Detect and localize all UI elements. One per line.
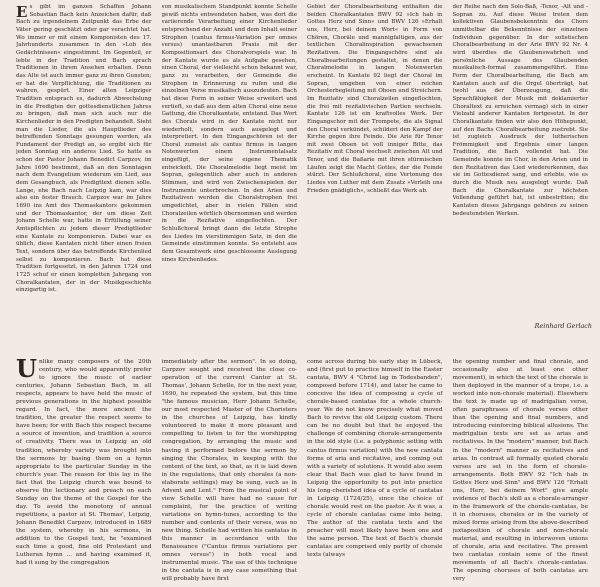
english-column-2 xyxy=(162,358,298,584)
english-column-1 xyxy=(16,358,152,584)
german-column-4 xyxy=(453,4,589,340)
german-text-4: der Reihe nach den Solo-Baß, -Tenor, -Alt und -Sopran zu. Auf diese Weise treten dem kollektiven Glaubensbekenntnis des Chors unmittelbar die Bekenntnisse der einzelnen Individuen gegenüber. In der solistischen Choralbearbeitung in der Arie BWV 92 Nr. 4 wird überdies die Glaubenswahrheit und persönliche Aussage des Glaubenden musikalisch-formal zusammengeführt. Eine Form der Choralbearbeitung, die Bach am Kantaten auch auf die Orgel überträgt, hat (wohl aus der Überzeugung, daß die Sprachfähigkeit der Musik mit deklamierter Choraltext zu erreichen vermag) sich in einer Vielzahl anderer Kantaten fortgesetzt. In der Choralkantate finden wir also den Höhepunkt, auf den Bachs Choralbearbeitung zustrebt. Sie ist zugleich Ausdruck der lutherischen Frömmigkeit und Ergebnis einer langen Tradition, die Bach vollendet hat. Die Gemeinde konnte im Chor, in den Arien und in den Rezitativen das Lied wiedererkennen, das sie im Gottesdienst sang, und erlebte, wie es durch die Musik neu ausgelegt wurde. Daß Bach die Choralkantate zur höchsten Vollendung geführt hat, ist unbestritten; die Kantaten dieses Jahrgangs gehören zu seinen bedeutendsten Werken. xyxy=(452,4,588,217)
german-essay xyxy=(16,4,588,340)
german-column-3 xyxy=(307,4,443,340)
german-text-1: s gibt im ganzen Schaffen Johann Sebastian Bach kein Anzeichen dafür, daß Bach zu irgendeinem Zeitpunkt das Erbe der Väter gering geschätzt oder gar verachtet hat. Wo immer er mit einem Komponisten des 17. Jahrhunderts zusammen in den »Lob des Gedächtnissen« eingestimmt. Im Gegenteil, er lebte in der Tradition und Bach sprach Traditionen in ihrem Ansehen erhalten. Denn das Alte ist auch immer ganz zu ihren Gunsten; er hat die Verpflichtung, die Traditionen zu wahren, gespürt. Einer alten Leipziger Tradition entsprach es, dadurch Abwechslung in die Predigten der gottesdienstlichen Jahres zu bringen, daß man sich auch nur die Kirchenlieder in den Predigten behandelt. Sieht man die Lieder, die als Hauptlieder des betreffenden Sonntags gesungen werden, als Fundament der Predigt an, so ergibt sich für jeden Sonntag ein anderes Lied. So hatte es schon der Pastor Johann Benedict Carpzov, im Jahre 1690 bestimmt, daß an den Sonntagen nach dem Evangelium wiederum ein Lied, aus dem Gesangbuch, als Predigttext dienen solle. Lange, ehe Bach nach Leipzig kam, war dies also ein fester Brauch. Carpzov war im Jahre 1690 ins Amt des Thomaskantors gekommen und der Thomaskantor, der um diese Zeit Johann Schelle war, hatte in Erfüllung seiner Amtspflichten zu jedem dieser Predigtlieder eine Kantate zu komponieren. Dabei war es üblich, diese Kantaten nicht über einen freien Text, sondern über das betreffende Kirchenlied selbst zu komponieren. Bach hat diese Tradition fortgesetzt, in den Jahren 1724 und 1725 schuf er einen kompletten Jahrgang von Choralkantaten, der in der Musikgeschichte einzigartig ist. xyxy=(16,4,152,294)
english-column-3 xyxy=(307,358,443,584)
german-text-2: von musikalischem Standpunkt konnte Schelle gewiß nichts entwendeten haben, was dort die variierende Verarbeitung einer Kirchenlieder entsprechend der Anzahl und dem Inhalt seiner Strophen (cantus firmus-Variation per omnes versus) unantastbaren Praxis mit der Kompositionsart des Choralvorspiels war. In der Kantate wurde es als Aufgabe gesehen, einen Choral, der vielleicht schon bekannt war, ganz zu verarbeiten, der Gemeinde die Strophen in Erinnerung zu rufen und die einzelnen Verse musikalisch auszudeuten. Bach hat diese Form in seiner Weise erweitert und vertieft, so daß aus dem alten Choral eine neue Gattung, die Choralkantate, entstand. Das Wort des Chorals wird in der Kantate nicht nur wiederholt, sondern auch ausgelegt und interpretiert. In den Eingangschören ist der Choral zumeist als cantus firmus in langen Notenwerten einem Instrumentalsatz eingefügt, der seine eigene Thematik entwickelt. Die Choralmelodie liegt meist im Sopran, gelegentlich aber auch in anderen Stimmen, und wird von Zwischenspielen der Instrumente unterbrochen. In den Arien und Rezitativen werden die Choralstrophen frei umgedichtet, aber in vielen Fällen sind Choralzeilen wörtlich übernommen und werden in die Rezitative eingeflochten. Der Schlußchoral bringt dann die letzte Strophe des Liedes im vierstimmigen Satz, in den die Gemeinde einstimmen konnte. So entsteht aus dem Gesamtwerk eine geschlossene Auslegung eines Kirchenliedes. xyxy=(161,4,297,263)
german-text-3: Gebiet der Choralbearbeitung enthalten die beiden Choralkantaten BWV 92 »Ich hab in Gottes Herz und Sinn« und BWV 126 »Erhalt uns, Herr, bei deinem Wort« in Form von Chören, Choräle und mannigfaltigen, aus der textlichen Choralinspiration gewachsenen Rezitativen. Die Eingangschöre sind als Choralbearbeitungen gestaltet, in denen die Choralmelodie in langen Notenwerten erscheint. In Kantate 92 liegt der Choral im Sopran, umgeben von einer reichen Orchesterbegleitung mit Oboen und Streichern. Im Rezitativ sind Choralzeilen eingeflochten, die frei mit rezitativischen Partien wechseln. Kantate 126 ist ein kraftvolles Werk. Der Eingangschor mit der Trompete, die als Signal den Choral verkündet, schildert den Kampf der Kirche gegen ihre Feinde. Die Arie für Tenor mit zwei Oboen ist voll inniger Bitte, das Rezitativ mit Choral wechselt zwischen Alt und Tenor, und die Baßarie mit ihren stürmischen Läufen zeigt die Macht Gottes, der die Feinde stürzt. Der Schlußchoral, eine Vertonung des Liedes von Luther mit dem Zusatz »Verleih uns Frieden gnädiglich«, schließt das Werk ab. xyxy=(307,4,443,194)
german-column-1 xyxy=(16,4,152,340)
english-column-4 xyxy=(453,358,589,584)
english-text-4: the opening number and final chorale, and occasionally also at least one other movement), in which the text of the chorale is then deployed in the manner of a trope, i.e. a worked into non-chorale material). Elsewhere the text is made up of madrigalian verse, often paraphrases of chorale verses other than the opening and final numbers, and introducing reinforcing biblical allusions. The madrigalian texts are set as arias and recitatives. In the "modern" manner, but Bach in the "modern" manner as recitatives and arias. In contrast all formally quoted chorale verses are set in the form of chorale-arrangements. Both BWV 92 "Ich hab in Gottes Herz und Sinn" and BWV 126 "Erhalt uns, Herr, bei deinem Wort" give ample evidence of Bach's skill as a chorale-arranger in the framework of the chorale-cantatas, be it in choruses, chorales or in the variety of mixed forms arising from the above-described juxtaposition of chorale and non-chorale material, and resulting in interwoven unions of chorale, aria and recitative. The present two cantatas contain some of the finest movements of all Bach's chorale-cantatas. The opening choruses of both cantatas are very xyxy=(452,359,588,583)
author-signature: Reinhard Gerlach xyxy=(534,322,592,330)
german-column-2 xyxy=(162,4,298,340)
english-text-1: nlike many composers of the 20th century, who would apparently prefer to ignore the music of earlier centuries, Johann Sebastian Bach, in all respects, appears to have held the music of previous generations in the highest possible regard. In fact, the more ancient the tradition, the greater the respect seems to have been; for with Bach this respect became a source of invention, and tradition a source of creativity. There was in Leipzig an old tradition, whereby variety was brought into the sermons by basing them on a hymn appropriate to the particular Sunday in the church's year. The reason for this lay in the fact that the Leipzig church was bound to observe the lectionary and preach on each Sunday on the theme of the Gospel for the day. To avoid the monotony of annual repetitions, a pastor at St. Thomas', Leipzig, Johann Benedikt Carpzov, introduced in 1689 the system, whereby in his sermons, in addition to the Gospel text, he "examined each time a good, fine old Protestant and Lutheran hymn ... and having examined it, had it sung by the congregation xyxy=(16,359,152,567)
english-text-2: immediately after the sermon". In so doing, Carpzov sought and received the close co-operation of the current Cantor at St. Thomas', Johann Schelle, for in the next year, 1690, he repeated the system, but this time "the famous musician, Herr Johann Schelle, our most respected Master of the Choristers in the churches of Leipzig, has kindly volunteered to make it more pleasant and compelling to listen to for the worshipping congregation, by arranging the music and having it performed before the sermon by singing the Chorales, in keeping with the content of the text, so that, as it is laid down in the regulations, that only chorales (a non-elaborate settings) may be sung, such as in Advent and Lent." From the musical point of view Schelle will have had no cause for complaint, for the practice of writing variations on hymn-tunes, according to the number and contents of their verses, was no new thing. Schelle had written his cantatas in this manner in accordance with the Renaissance ("Cantus firmus variations per omnes versus") in both vocal and instrumental music. The use of this technique in the cantata is in any case something that will probably have first xyxy=(161,359,297,583)
english-dropcap: U xyxy=(16,358,37,383)
english-essay xyxy=(16,358,588,584)
german-dropcap: E xyxy=(16,4,28,21)
english-text-3: come across during his early stay in Lübeck, and (first put to practice himself in the Easter cantata, BWV 4 "Christ lag in Todesbanden", composed before 1714), and later he came to conceive the idea of composing a cycle of chorale-based cantatas for a whole church-year. We do not know precisely what moved Bach to revive the old Leipzig custom. There can be no doubt but that he enjoyed the challenge of combining chorale-arrangements in the old style (i.e. a polyphonic setting with cantus firmus variation) with the new cantata forms of aria and recitative, and coming out with a variety of solutions. It would also seem clear that Bach was glad to have found in Leipzig the opportunity to put into practice his long-cherished idea of a cycle of cantatas in Leipzig (1724/25), since the choice of chorale would rest on the pastor. As it was, a cycle of chorale cantatas came into being. The author of the cantata texts and the preacher will most likely have been one and the same person. The text of Bach's chorale cantatas are comprised only partly of chorale texts (always xyxy=(307,359,443,559)
